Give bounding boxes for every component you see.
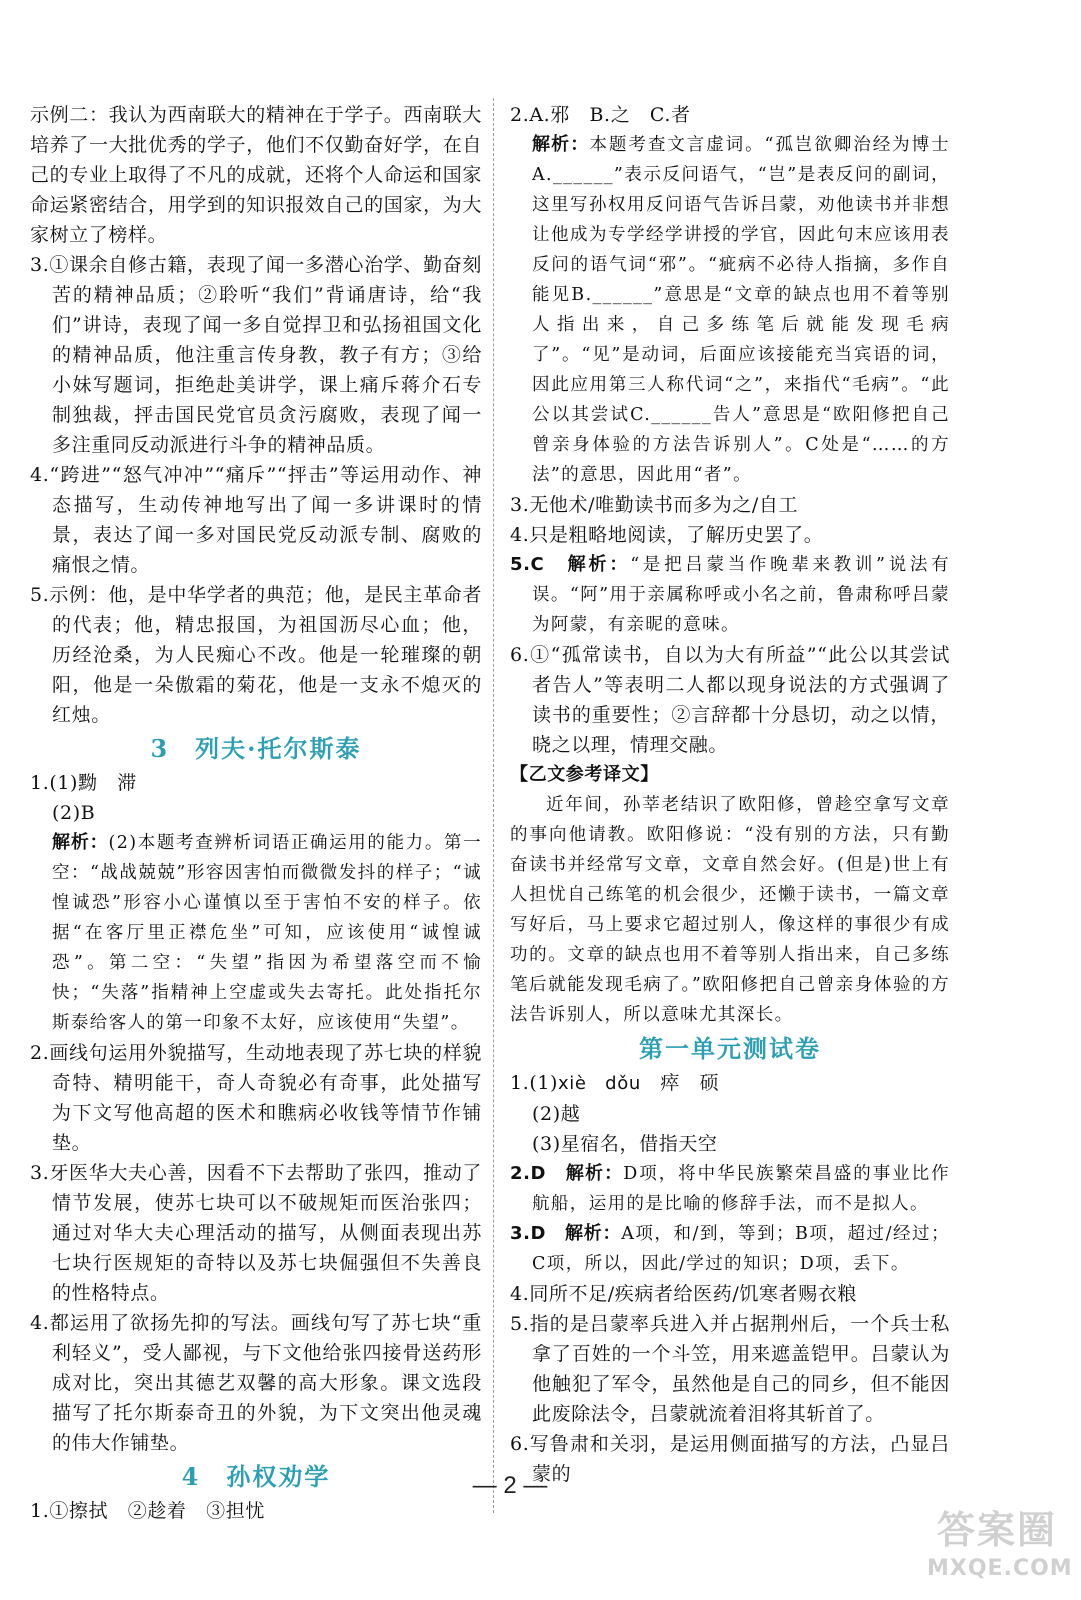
analysis-text: (2)本题考查辨析词语正确运用的能力。第一空：“战战兢兢”形容因害怕而微微发抖的样子；“诚惶诚恐”形容小心谨慎以至于害怕不安的样子。依据“在客厅里正襟危坐”可知，应该使用“诚惶诚恐”。第二空：“失望”指因为希望落空而不愉快；“失落”指精神上空虚或失去寄托。此处指托尔斯泰给客人的第一印象不太好，应该使用“失望”。 [52, 833, 482, 1033]
watermark-url: MXQE.COM [927, 1556, 1073, 1581]
page-number: — 2 — [472, 1472, 548, 1499]
s3-analysis-1 [30, 828, 482, 1038]
analysis-text: 本题考查文言虚词。“孤岂欲卿治经为博士A.______”表示反问语气，“岂”是表反问的副词，这里写孙权用反问语气告诉吕蒙，劝他读书并非想让他成为专学经学讲授的学官，因此句末应该用表反问的语气词“邪”。“疵病不必待人指摘，多作自能见B.______”意思是“文章的缺点也用不着等别人指出来，自己多练笔后就能发现毛病了”。“见”是动词，后面应该接能充当宾语的词，因此应用第三人称代词“之”，来指代“毛病”。“此公以其尝试C.______告人”意思是“欧阳修把自己曾亲身体验的方法告诉别人”。C处是“……的方法”的意思，因此用“者”。 [532, 135, 950, 485]
s4-answer-4: 4.只是粗略地阅读，了解历史罢了。 [510, 524, 824, 546]
test-answer-1-2: (2)越 [532, 1103, 581, 1125]
section-title-3: 3 列夫·托尔斯泰 [150, 734, 362, 763]
section-title-test: 第一单元测试卷 [639, 1034, 821, 1063]
answer-chars: 瘁 硕 [640, 1072, 720, 1094]
answer-3: 3.①课余自修古籍，表现了闻一多潜心治学、勤奋刻苦的精神品质；②聆听“我们”背诵唐诗，给“我们”讲诗，表现了闻一多自觉捍卫和弘扬祖国文化的精神品质，他注重言传身教，教子有方；③给小妹写题词，拒绝赴美讲学，课上痛斥蒋介石专制独裁，抨击国民党官员贪污腐败，表现了闻一多注重同反动派进行斗争的精神品质。 [30, 254, 482, 456]
pinyin: xiè dǒu [558, 1073, 641, 1094]
test-answer-1-1 [510, 1068, 950, 1099]
test-answer-6: 6.写鲁肃和关羽，是运用侧面描写的方法，凸显吕蒙的 [510, 1433, 950, 1485]
s4-answer-6: 6.①“孤常读书，自以为大有所益”“此公以其尝试者告人”等表明二人都以现身说法的方式强调了读书的重要性；②言辞都十分恳切，动之以情，晓之以理，情理交融。 [510, 644, 950, 756]
analysis-text: “是把吕蒙当作晚辈来教训”说法有误。“阿”用于亲属称呼或小名之前，鲁肃称呼吕蒙为阿蒙，有亲昵的意味。 [532, 555, 950, 635]
answer-number: 1.(1) [510, 1072, 559, 1094]
translation-body: 近年间，孙莘老结识了欧阳修，曾趁空拿写文章的事向他请教。欧阳修说：“没有别的方法，只有勤奋读书并经常写文章，文章自然会好。(但是)世上有人担忧自己练笔的机会很少，还懒于读书，一篇文章写好后，马上要求它超过别人，像这样的事很少有成功的。文章的缺点也用不着等别人指出来，自己多练笔后就能发现毛病了。”欧阳修把自己曾亲身体验的方法告诉别人，所以意味尤其深长。 [510, 795, 950, 1025]
test-answer-4: 4.同所不足/疾病者给医药/饥寒者赐衣粮 [510, 1283, 857, 1305]
s3-answer-2: 2.画线句运用外貌描写，生动地表现了苏七块的样貌奇特、精明能干，奇人奇貌必有奇事，此处描写为下文写他高超的医术和瞧病必收钱等情节作铺垫。 [30, 1042, 482, 1154]
answer-5: 5.示例：他，是中华学者的典范；他，是民主革命者的代表；他，精忠报国，为祖国沥尽心血；他，历经沧桑，为人民痴心不改。他是一轮璀璨的朝阳，他是一朵傲霜的菊花，他是一支永不熄灭的红烛。 [30, 584, 482, 726]
s4-analysis-2 [510, 130, 950, 490]
watermark-text: 答案圈 [936, 1508, 1057, 1552]
test-answer-2 [510, 1159, 950, 1219]
test-answer-1-3: (3)星宿名，借指天空 [532, 1133, 718, 1155]
s4-answer-3: 3.无他术/唯勤读书而多为之/自工 [510, 494, 799, 516]
s4-answer-1: 1.①擦拭 ②趁着 ③担忧 [30, 1500, 265, 1522]
answer-choice: 3.D [510, 1223, 565, 1244]
analysis-label: 解析： [564, 1223, 622, 1244]
s3-answer-1-1: 1.(1)黝 滞 [30, 772, 137, 794]
right-column [510, 100, 950, 1489]
watermark-logo [927, 1504, 1073, 1594]
analysis-label: 解析： [532, 134, 590, 155]
example-two: 示例二：我认为西南联大的精神在于学子。西南联大培养了一大批优秀的学子，他们不仅勤奋好学，在自己的专业上取得了不凡的成就，还将个人命运和国家命运紧密结合，用学到的知识报效自己的国家，为大家树立了榜样。 [30, 104, 482, 246]
s3-answer-1-2: (2)B [52, 802, 96, 824]
answer-choice: 2.D [510, 1163, 566, 1184]
test-answer-3 [510, 1219, 950, 1279]
translation-title: 【乙文参考译文】 [510, 764, 659, 785]
analysis-label: 解析： [52, 832, 109, 853]
answer-choice: 5.C [510, 554, 568, 575]
s4-answer-5 [510, 550, 950, 640]
analysis-label: 解析： [565, 1163, 624, 1184]
column-divider [493, 98, 494, 1513]
analysis-label: 解析： [567, 554, 631, 575]
s4-answer-2: 2.A.邪 B.之 C.者 [510, 104, 691, 126]
s3-answer-4: 4.都运用了欲扬先抑的写法。画线句写了苏七块“重利轻义”，受人鄙视，与下文他给张四接骨送药形成对比，突出其德艺双馨的高大形象。课文选段描写了托尔斯泰奇丑的外貌，为下文突出他灵魂的伟大作铺垫。 [30, 1312, 482, 1454]
s3-answer-3: 3.牙医华大夫心善，因看不下去帮助了张四，推动了情节发展，使苏七块可以不破规矩而医治张四；通过对华大夫心理活动的描写，从侧面表现出苏七块行医规矩的奇特以及苏七块倔强但不失善良的性格特点。 [30, 1162, 482, 1304]
analysis-text: A项，和/到，等到；B项，超过/经过；C项，所以，因此/学过的知识；D项，丢下。 [532, 1224, 950, 1274]
answer-4: 4.“跨进”“怒气冲冲”“痛斥”“抨击”等运用动作、神态描写，生动传神地写出了闻一多讲课时的情景，表达了闻一多对国民党反动派专制、腐败的痛恨之情。 [30, 464, 482, 576]
analysis-text: D项，将中华民族繁荣昌盛的事业比作航船，运用的是比喻的修辞手法，而不是拟人。 [532, 1164, 950, 1214]
section-title-4: 4 孙权劝学 [181, 1462, 331, 1491]
test-answer-5: 5.指的是吕蒙率兵进入并占据荆州后，一个兵士私拿了百姓的一个斗笠，用来遮盖铠甲。吕蒙认为他触犯了军令，虽然他是自己的同乡，但不能因此废除法令，吕蒙就流着泪将其斩首了。 [510, 1313, 950, 1425]
left-column [30, 100, 482, 1526]
